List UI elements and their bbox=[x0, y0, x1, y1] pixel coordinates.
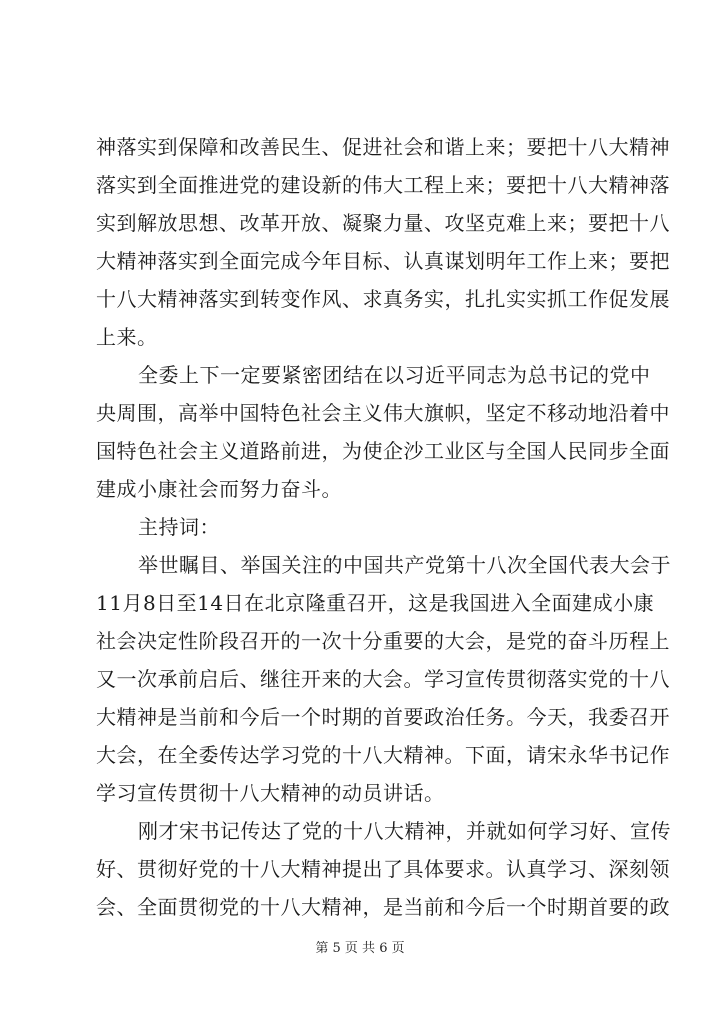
paragraph-line: 央周围，高举中国特色社会主义伟大旗帜，坚定不移动地沿着中 bbox=[96, 401, 670, 425]
paragraph-first-line: 全委上下一定要紧密团结在以习近平同志为总书记的党中 bbox=[138, 363, 651, 387]
paragraph-line: 实到解放思想、改革开放、凝聚力量、攻坚克难上来；要把十八 bbox=[96, 211, 670, 235]
paragraph-line: 上来。 bbox=[96, 325, 158, 349]
paragraph-first-line: 主持词： bbox=[138, 515, 220, 539]
paragraph-line: 神落实到保障和改善民生、促进社会和谐上来；要把十八大精神 bbox=[96, 135, 670, 159]
paragraph-line: 大精神是当前和今后一个时期的首要政治任务。今天，我委召开 bbox=[96, 705, 670, 729]
paragraph-line: 国特色社会主义道路前进，为使企沙工业区与全国人民同步全面 bbox=[96, 439, 670, 463]
paragraph-line: 又一次承前启后、继往开来的大会。学习宣传贯彻落实党的十八 bbox=[96, 667, 670, 691]
paragraph-line: 大会，在全委传达学习党的十八大精神。下面，请宋永华书记作 bbox=[96, 743, 670, 767]
paragraph-line: 会、全面贯彻党的十八大精神，是当前和今后一个时期首要的政 bbox=[96, 895, 670, 919]
paragraph-first-line: 举世瞩目、举国关注的中国共产党第十八次全国代表大会于 bbox=[138, 553, 671, 577]
paragraph-line: 十八大精神落实到转变作风、求真务实，扎扎实实抓工作促发展 bbox=[96, 287, 670, 311]
document-body bbox=[96, 128, 671, 926]
paragraph-line: 好、贯彻好党的十八大精神提出了具体要求。认真学习、深刻领 bbox=[96, 857, 670, 881]
paragraph-line: 大精神落实到全面完成今年目标、认真谋划明年工作上来；要把 bbox=[96, 249, 670, 273]
paragraph-line: 11月8日至14日在北京隆重召开，这是我国进入全面建成小康 bbox=[96, 591, 655, 615]
paragraph-first-line: 刚才宋书记传达了党的十八大精神，并就如何学习好、宣传 bbox=[138, 819, 671, 843]
paragraph-line: 社会决定性阶段召开的一次十分重要的大会，是党的奋斗历程上 bbox=[96, 629, 670, 653]
page-footer: 第 5 页 共 6 页 bbox=[315, 941, 405, 956]
paragraph-line: 学习宣传贯彻十八大精神的动员讲话。 bbox=[96, 781, 445, 805]
paragraph-line: 落实到全面推进党的建设新的伟大工程上来；要把十八大精神落 bbox=[96, 173, 670, 197]
paragraph-line: 建成小康社会而努力奋斗。 bbox=[96, 477, 342, 501]
